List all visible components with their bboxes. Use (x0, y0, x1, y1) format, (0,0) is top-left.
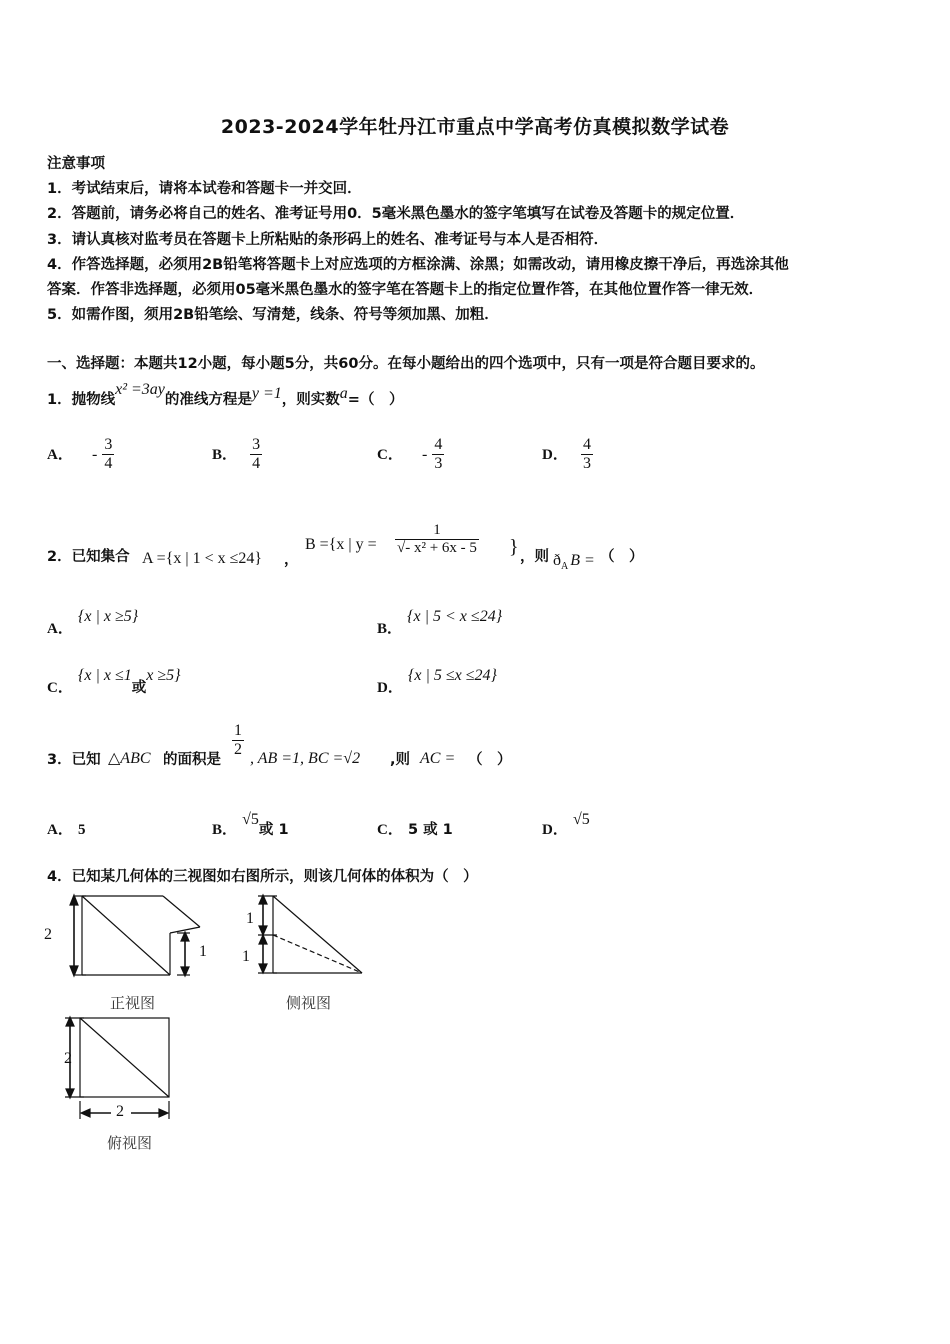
side-view-figure (240, 893, 380, 983)
notice-item-4: 4．作答选择题，必须用2B铅笔将答题卡上对应选项的方框涂满、涂黑；如需改动，请用橡皮擦干净后，再选涂其他 (47, 257, 789, 273)
question-1 (47, 381, 404, 409)
q1-directrix: y =1 (251, 385, 282, 402)
q3-area-fraction: $\frac{1}{2}$ (234, 722, 242, 758)
q2-set-a: A ={x | 1 < x ≤24} (142, 550, 263, 567)
q1-equation: x² =3ay (115, 381, 165, 398)
q1-option-c[interactable]: C． - $\frac{4}{3}$ (377, 436, 443, 472)
q2-set-b-left: B ={x | y = (305, 536, 377, 553)
q3-conditions: , AB =1, BC =√2 (250, 750, 361, 767)
notice-item-5: 5．如需作图，须用2B铅笔绘、写清楚，线条、符号等须加黑、加粗． (47, 307, 499, 323)
notice-item-2: 2．答题前，请务必将自己的姓名、准考证号用0．5毫米黑色墨水的签字笔填写在试卷及答题卡的规定位置． (47, 206, 745, 222)
q1-option-b[interactable]: B． $\frac{3}{4}$ (212, 436, 261, 472)
q3-ask: AC = (420, 750, 456, 767)
q1-var: a (339, 385, 348, 402)
side-dim-top: 1 (246, 910, 254, 927)
q3-option-d[interactable]: D． √5 (542, 811, 590, 838)
q2-complement: $ð_A$ B = (553, 552, 595, 573)
q2-suffix: ，则 (520, 549, 549, 565)
q2-option-b[interactable]: B． {x | 5 < x ≤24} (377, 608, 503, 637)
top-view-label: 俯视图 (107, 1134, 153, 1152)
front-dim-left: 2 (44, 926, 52, 943)
q3-suffix: ,则 (390, 752, 411, 768)
q2-option-a[interactable]: A． {x | x ≥5} (47, 608, 139, 637)
notice-item-3: 3．请认真核对监考员在答题卡上所粘贴的条形码上的姓名、准考证号与本人是否相符． (47, 232, 609, 248)
q1-option-d[interactable]: D． $\frac{4}{3}$ (542, 436, 591, 472)
notice-heading: 注意事项 (47, 156, 105, 172)
front-view-label: 正视图 (110, 994, 156, 1012)
top-dim-left: 2 (64, 1050, 72, 1067)
q2-option-d[interactable]: D． {x | 5 ≤x ≤24} (377, 667, 497, 696)
q3-option-a[interactable]: A． 5 (47, 822, 86, 838)
q2-tail: （ ） (600, 549, 644, 565)
question-2-prefix: 2．已知集合 (47, 549, 130, 565)
front-dim-right: 1 (199, 943, 207, 960)
q2-comma: ， (284, 552, 299, 568)
section-heading: 一、选择题：本题共12小题，每小题5分，共60分。在每小题给出的四个选项中，只有一项是符合题目要求的。 (47, 356, 765, 372)
page-title: 2023-2024学年牡丹江市重点中学高考仿真模拟数学试卷 (220, 116, 730, 138)
side-view-label: 侧视图 (286, 994, 332, 1012)
notice-item-4-cont: 答案．作答非选择题，必须用05毫米黑色墨水的签字笔在答题卡上的指定位置作答，在其他位置作答一律无效． (47, 282, 764, 298)
q1-tail: =（ ） (347, 392, 404, 408)
q2-set-b-fraction: $\frac{1}{\text{√- x² + 6x - 5}}$ (397, 522, 477, 556)
side-dim-bottom: 1 (242, 948, 250, 965)
q1-prefix: 1．抛物线 (47, 392, 116, 408)
q1-mid: 的准线方程是 (164, 392, 252, 408)
q1-option-a[interactable]: A． - $\frac{3}{4}$ (47, 436, 113, 472)
q3-triangle: △ABC (108, 750, 151, 767)
q3-tail: （ ） (468, 752, 512, 768)
q2-set-b-right: } (509, 536, 519, 558)
q3-option-c[interactable]: C． 5 或 1 (377, 822, 453, 838)
question-3-prefix: 3．已知 (47, 752, 101, 768)
question-4: 4．已知某几何体的三视图如右图所示，则该几何体的体积为（ ） (47, 869, 478, 885)
q2-option-c[interactable]: C． {x | x ≤1或x ≥5} (47, 667, 181, 696)
top-dim-bottom: 2 (116, 1103, 124, 1120)
q1-suffix: ，则实数 (281, 392, 340, 408)
notice-item-1: 1．考试结束后，请将本试卷和答题卡一并交回． (47, 181, 362, 197)
q3-option-b[interactable]: B． √5或 1 (212, 811, 289, 838)
q3-mid: 的面积是 (163, 752, 221, 768)
